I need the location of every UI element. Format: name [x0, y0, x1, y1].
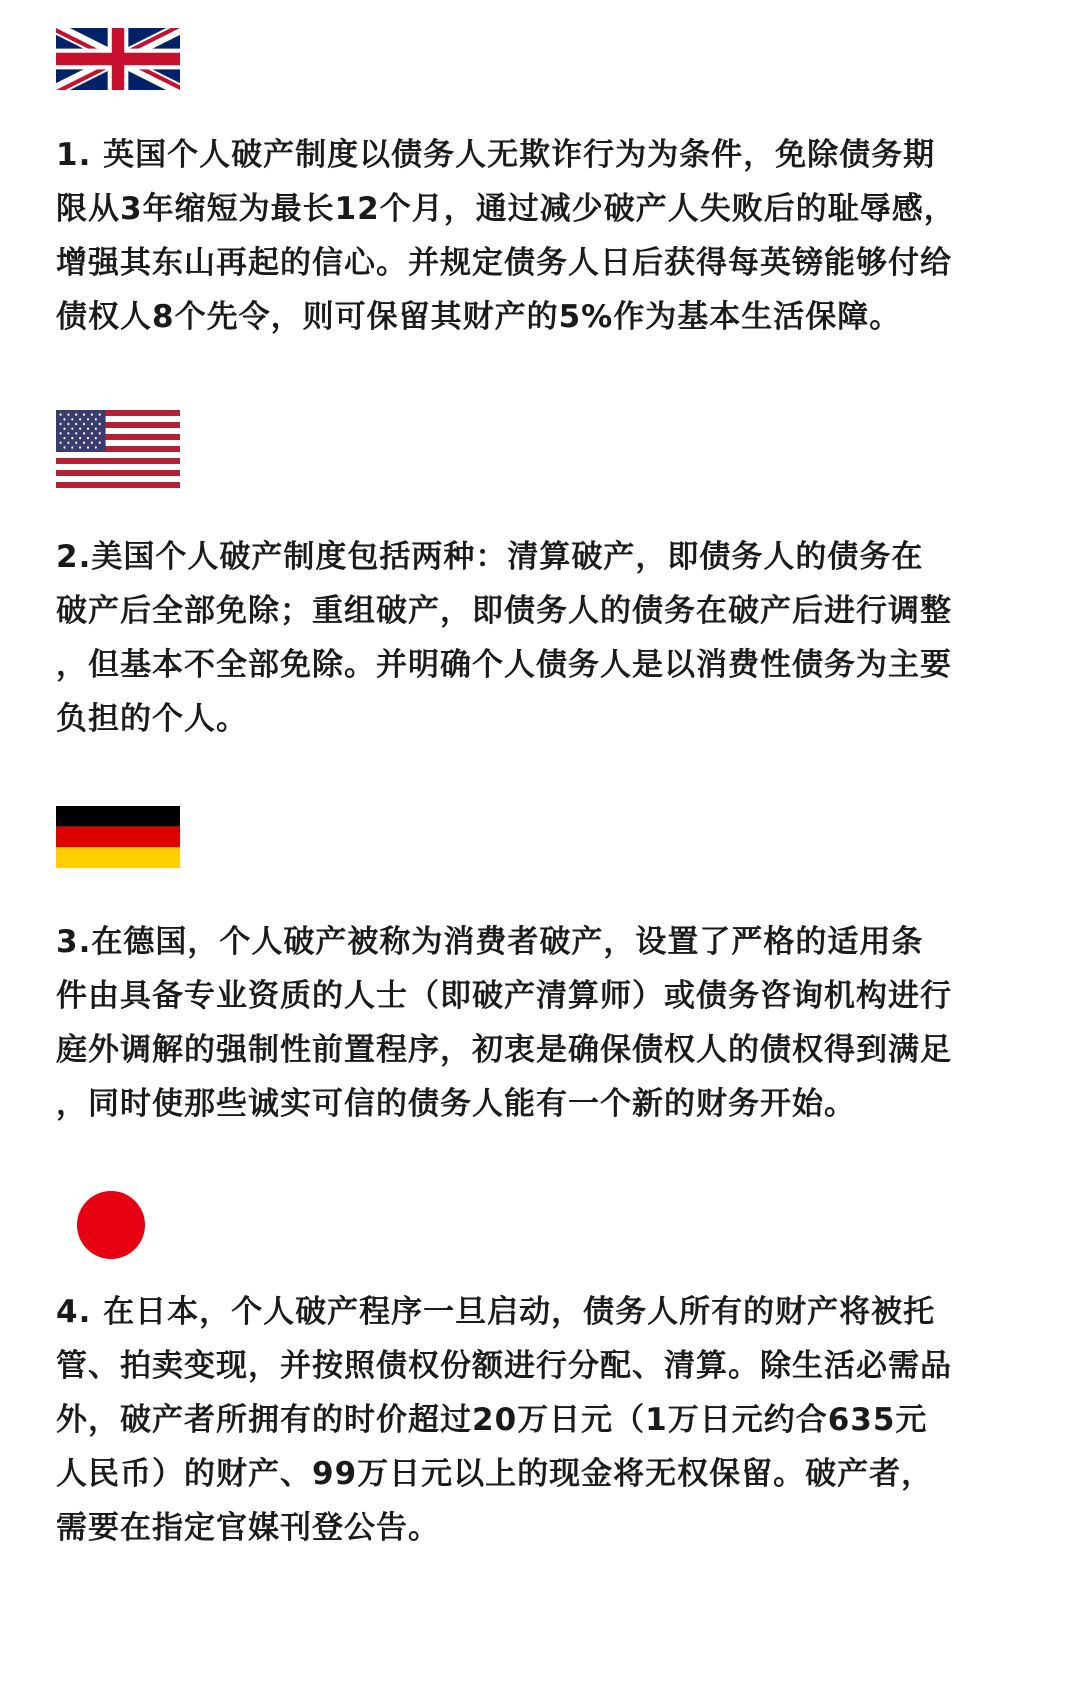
text-line: 债权人8个先令，则可保留其财产的5%作为基本生活保障。 [56, 299, 902, 335]
text-line: 1. 英国个人破产制度以债务人无欺诈行为为条件，免除债务期 [56, 137, 936, 173]
japan-flag-icon [76, 1190, 146, 1264]
text-line: 需要在指定官媒刊登公告。 [56, 1510, 440, 1546]
text-line: 增强其东山再起的信心。并规定债务人日后获得每英镑能够付给 [56, 245, 952, 281]
text-line: 限从3年缩短为最长12个月，通过减少破产人失败后的耻辱感， [56, 191, 956, 227]
section-4-text [56, 1285, 1036, 1555]
text-line: 管、拍卖变现，并按照债权份额进行分配、清算。除生活必需品 [56, 1348, 952, 1384]
text-line: 件由具备专业资质的人士（即破产清算师）或债务咨询机构进行 [56, 978, 952, 1014]
text-line: ，同时使那些诚实可信的债务人能有一个新的财务开始。 [56, 1086, 856, 1122]
text-line: ，但基本不全部免除。并明确个人债务人是以消费性债务为主要 [56, 647, 952, 683]
uk-flag-icon [56, 28, 180, 94]
section-3-text [56, 915, 1036, 1131]
text-line: 3.在德国，个人破产被称为消费者破产，设置了严格的适用条 [56, 924, 924, 960]
text-line: 人民币）的财产、99万日元以上的现金将无权保留。破产者， [56, 1456, 934, 1492]
text-line: 2.美国个人破产制度包括两种：清算破产，即债务人的债务在 [56, 539, 924, 575]
us-flag-icon [56, 410, 180, 492]
text-line: 外，破产者所拥有的时价超过20万日元（1万日元约合635元 [56, 1402, 928, 1438]
germany-flag-icon [56, 806, 180, 872]
section-2-text [56, 530, 1036, 746]
text-line: 庭外调解的强制性前置程序，初衷是确保债权人的债权得到满足 [56, 1032, 952, 1068]
section-1-text [56, 128, 1036, 344]
text-line: 负担的个人。 [56, 701, 248, 737]
text-line: 4. 在日本，个人破产程序一旦启动，债务人所有的财产将被托 [56, 1294, 936, 1330]
text-line: 破产后全部免除；重组破产，即债务人的债务在破产后进行调整 [56, 593, 952, 629]
